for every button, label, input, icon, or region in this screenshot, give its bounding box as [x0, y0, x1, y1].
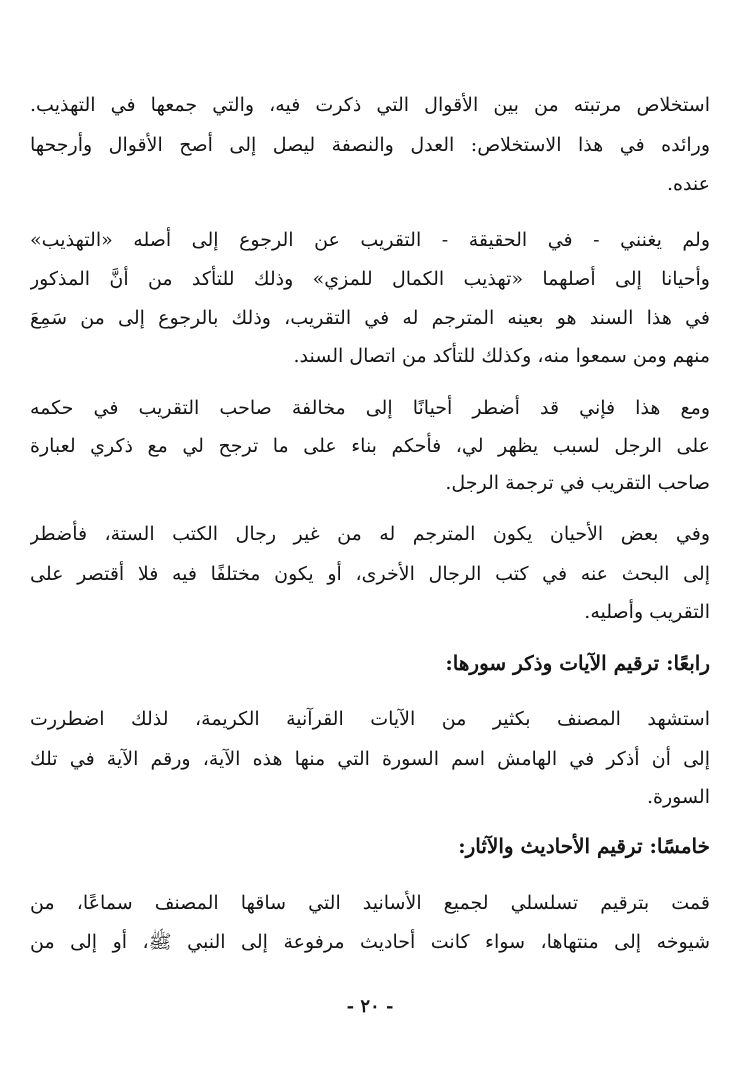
- text-line: وفي بعض الأحيان يكون المترجم له من غير رجال الكتب الستة، فأضطر: [30, 523, 710, 545]
- text-line: استخلاص مرتبته من بين الأقوال التي ذكرت فيه، والتي جمعها في التهذيب.: [30, 94, 710, 116]
- text-line: التقريب وأصليه.: [584, 601, 710, 623]
- text-line: إلى البحث عنه في كتب الرجال الأخرى، أو يكون مختلفًا فيه فلا أقتصر على: [30, 563, 710, 585]
- text-line: استشهد المصنف بكثير من الآيات القرآنية الكريمة، لذلك اضطررت: [30, 708, 710, 730]
- text-line: صاحب التقريب في ترجمة الرجل.: [445, 472, 710, 494]
- text-line: السورة.: [646, 786, 710, 808]
- section-heading: رابعًا: ترقيم الآيات وذكر سورها:: [445, 651, 710, 675]
- text-line: ومع هذا فإني قد أضطر أحيانًا إلى مخالفة صاحب التقريب في حكمه: [30, 397, 710, 419]
- text-line: ورائده في هذا الاستخلاص: العدل والنصفة ليصل إلى أصح الأقوال وأرجحها: [30, 134, 710, 156]
- text-line: ولم يغنني - في الحقيقة - التقريب عن الرجوع إلى أصله «التهذيب»: [30, 229, 710, 251]
- section-heading: خامسًا: ترقيم الأحاديث والآثار:: [458, 834, 710, 858]
- text-line: إلى أن أذكر في الهامش اسم السورة التي منها هذه الآية، ورقم الآية في تلك: [30, 748, 710, 770]
- text-line: قمت بترقيم تسلسلي لجميع الأسانيد التي ساقها المصنف سماعًا، من: [30, 892, 710, 914]
- text-line: شيوخه إلى منتهاها، سواء كانت أحاديث مرفوعة إلى النبي ﷺ، أو إلى من: [30, 931, 710, 953]
- text-line: وأحيانا إلى أصلهما «تهذيب الكمال للمزي» وذلك للتأكد من أنَّ المذكور: [30, 268, 710, 290]
- document-page: [30, 0, 710, 1083]
- text-line: منهم ومن سمعوا منه، وكذلك للتأكد من اتصال السند.: [293, 345, 710, 367]
- text-line: عنده.: [666, 173, 710, 195]
- text-line: في هذا السند هو بعينه المترجم له في التقريب، وذلك بالرجوع إلى من سَمِعَ: [30, 307, 710, 329]
- text-line: على الرجل لسبب يظهر لي، فأحكم بناء على ما ترجح لي مع ذكري لعبارة: [30, 435, 710, 457]
- page-number: - ٢٠ -: [346, 996, 394, 1017]
